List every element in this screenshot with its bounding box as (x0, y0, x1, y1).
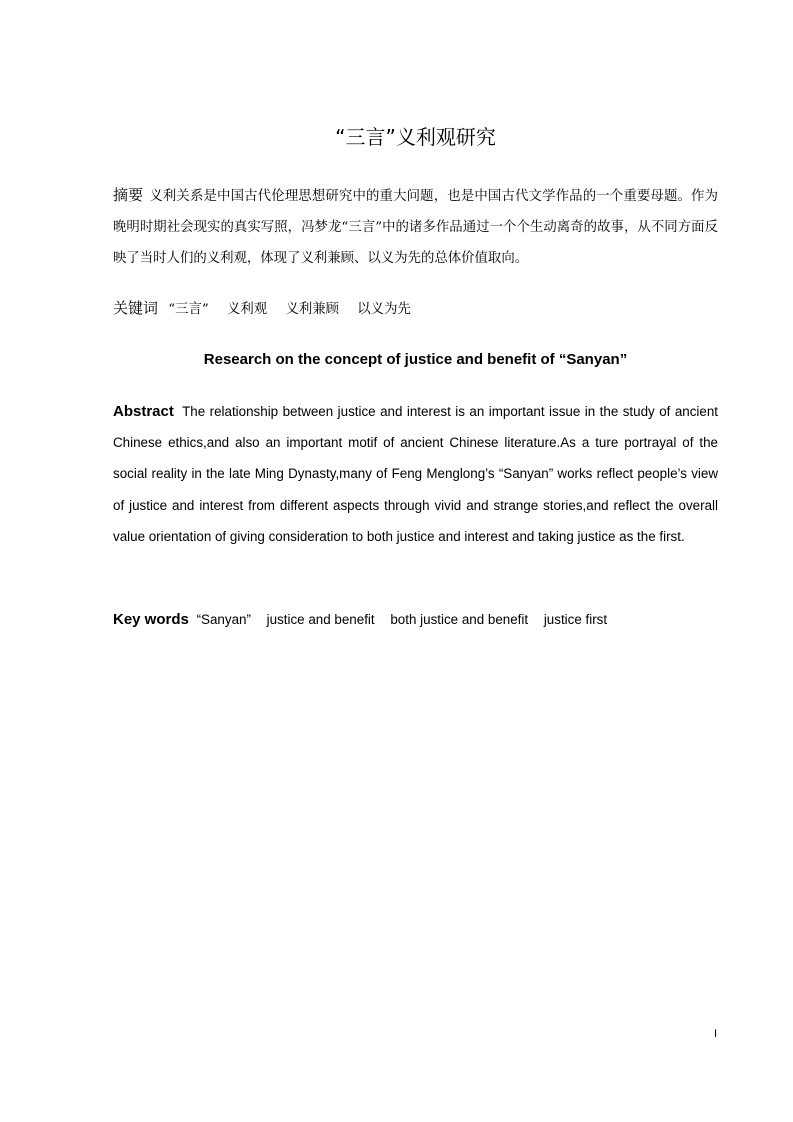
chinese-abstract-text: 义利关系是中国古代伦理思想研究中的重大问题，也是中国古代文学作品的一个重要母题。作为晚明时期社会现实的真实写照，冯梦龙“三言”中的诸多作品通过一个个生动离奇的故事，从不同方面反映了当时人们的义利观，体现了义利兼顾、以义为先的总体价值取向。 (113, 189, 718, 266)
english-keyword: both justice and benefit (390, 612, 529, 627)
english-keywords-label: Key words (113, 611, 189, 628)
english-keyword: “Sanyan” (196, 612, 251, 627)
chinese-abstract (113, 180, 718, 274)
chinese-keyword: 以义为先 (357, 302, 411, 317)
chinese-keyword: “三言” (168, 302, 209, 317)
chinese-keywords-label: 关键词 (113, 299, 159, 317)
chinese-abstract-label: 摘要 (113, 186, 144, 204)
chinese-keyword: 义利观 (227, 302, 268, 317)
chinese-keywords (113, 293, 718, 325)
english-keywords (113, 606, 718, 634)
english-keyword: justice and benefit (266, 612, 375, 627)
english-keyword: justice first (543, 612, 608, 627)
page-number: I (713, 1028, 717, 1040)
chinese-keyword: 义利兼顾 (285, 302, 340, 317)
english-title: Research on the concept of justice and benefit of “Sanyan” (203, 351, 628, 368)
chinese-title: “三言”义利观研究 (335, 125, 496, 149)
english-abstract (113, 396, 718, 552)
english-abstract-label: Abstract (113, 403, 174, 420)
english-abstract-text: The relationship between justice and interest is an important issue in the study of ancient Chinese ethics,and also an important motif of ancient Chinese literature.As a ture portrayal of the social reality in the late Ming Dynasty,many of Feng Menglong’s “Sanyan” works reflect people’s view of justice and interest from different aspects through vivid and strange stories,and reflect the overall value orientation of giving consideration to both justice and interest and taking justice as the first. (113, 404, 719, 544)
